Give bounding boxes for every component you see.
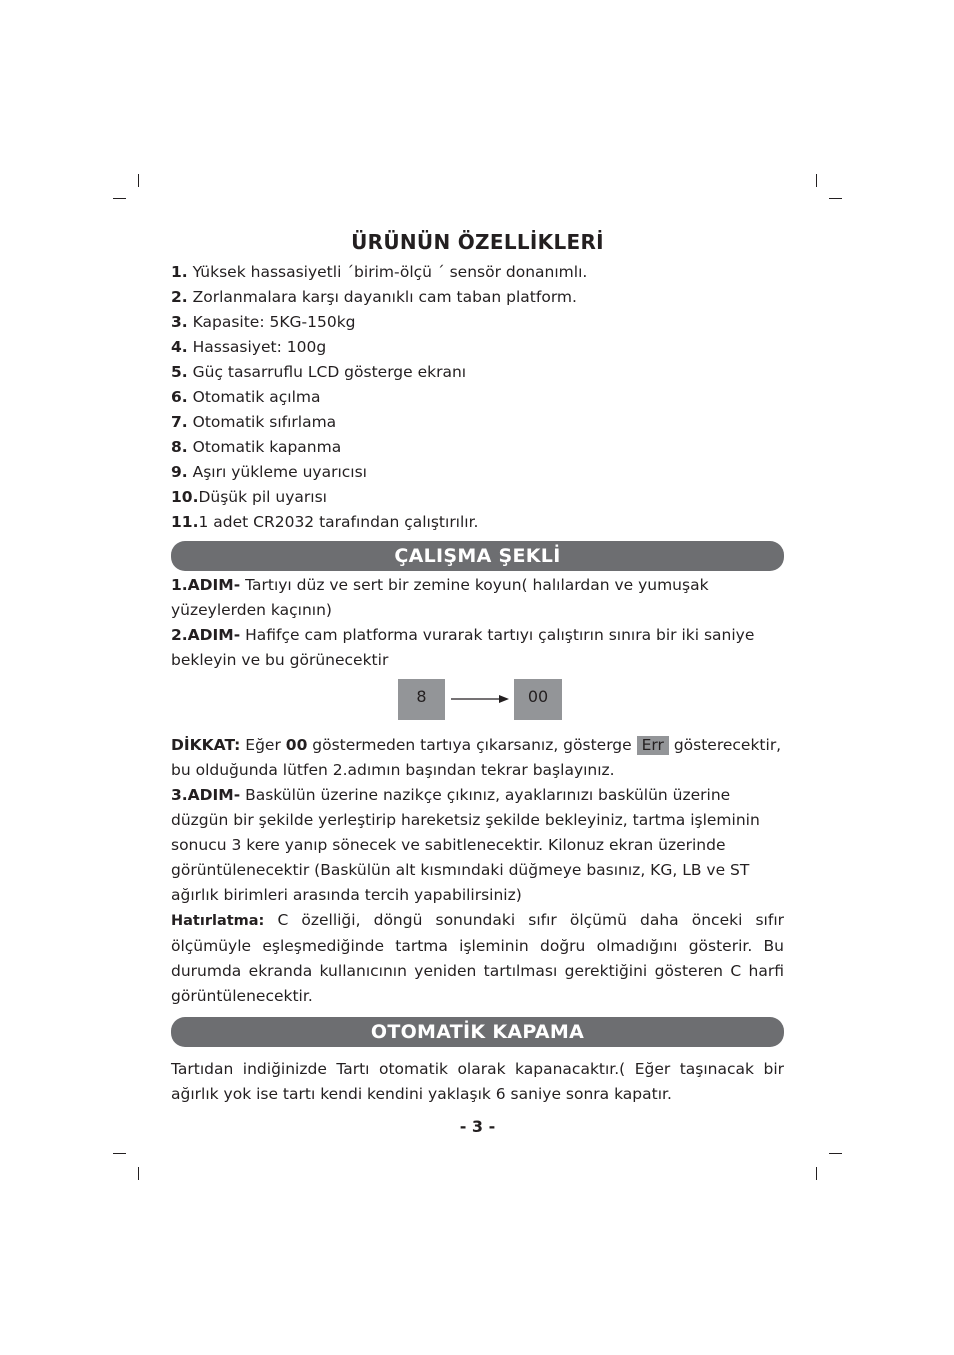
list-item: 5. Güç tasarruflu LCD gösterge ekranı xyxy=(171,363,467,381)
step2-label: 2.ADIM- xyxy=(171,626,241,644)
step1-label: 1.ADIM- xyxy=(171,576,241,594)
warning-paragraph: DİKKAT: Eğer 00 göstermeden tartıya çıkarsanız, gösterge Err gösterecektir, bu olduğunda lütfen 2.adımın başından tekrar başlayınız. xyxy=(171,736,782,779)
crop-mark-bottom-left-h xyxy=(113,1153,126,1154)
list-item: 8. Otomatik kapanma xyxy=(171,438,342,456)
crop-mark-bottom-right-h xyxy=(829,1153,842,1154)
list-item: 1. Yüksek hassasiyetli ´birim-ölçü ´ sensör donanımlı. xyxy=(171,263,588,281)
list-item: 10.Düşük pil uyarısı xyxy=(171,488,327,506)
step1-paragraph: 1.ADIM- Tartıyı düz ve sert bir zemine koyun( halılardan ve yumuşak yüzeylerden kaçının) xyxy=(171,576,709,619)
auto-off-banner: OTOMATİK KAPAMA xyxy=(171,1017,784,1047)
page-number: - 3 - xyxy=(459,1117,496,1136)
step2-paragraph: 2.ADIM- Hafifçe cam platforma vurarak tartıyı çalıştırın sınıra bir iki saniye bekleyin ve bu görünecektir xyxy=(171,626,755,669)
list-item: 2. Zorlanmalara karşı dayanıklı cam taban platform. xyxy=(171,288,577,306)
list-item: 4. Hassasiyet: 100g xyxy=(171,338,327,356)
step3-paragraph: 3.ADIM- Baskülün üzerine nazikçe çıkınız, ayaklarınızı baskülün üzerine düzgün bir şekilde yerleştirip hareketsiz şekilde bekleyiniz, tartma işleminin sonucu 3 kere yanıp sönecek ve sabitlenecektir. Kilonuz ekran üzerinde görüntülenecektir (Baskülün alt kısmındaki düğmeye basınız, KG, LB ve ST ağırlık birimleri arasında tercih yapabilirsiniz) xyxy=(171,786,760,904)
list-item: 11.1 adet CR2032 tarafından çalıştırılır. xyxy=(171,513,479,531)
warning-label: DİKKAT: xyxy=(171,736,241,754)
list-item: 3. Kapasite: 5KG-150kg xyxy=(171,313,356,331)
crop-mark-bottom-right-v xyxy=(816,1167,817,1180)
operation-banner: ÇALIŞMA ŞEKLİ xyxy=(171,541,784,571)
crop-mark-top-right-h xyxy=(829,198,842,199)
reminder-paragraph: Hatırlatma: C özelliği, döngü sonundaki sıfır ölçümü daha önceki sıfır ölçümüyle eşleşmediğinde tartma işleminin doğru olmadığını gösterir. Bu durumda ekranda kullanıcının yeniden tartılması gerektiğini gösteren C harfi görüntülenecektir. xyxy=(171,911,784,1005)
crop-mark-bottom-left-v xyxy=(138,1167,139,1180)
reminder-label: Hatırlatma: xyxy=(171,913,265,929)
display-box-first: 8 xyxy=(398,679,445,720)
list-item: 6. Otomatik açılma xyxy=(171,388,321,406)
auto-off-paragraph: Tartıdan indiğinizde Tartı otomatik olarak kapanacaktır.( Eğer taşınacak bir ağırlık yok ise tartı kendi kendini yaklaşık 6 saniye sonra kapatır. xyxy=(171,1060,784,1103)
list-item: 9. Aşırı yükleme uyarıcısı xyxy=(171,463,367,481)
display-diagram xyxy=(171,679,784,729)
err-display-box: Err xyxy=(637,736,669,755)
display-box-second: 00 xyxy=(514,679,562,720)
step3-label: 3.ADIM- xyxy=(171,786,241,804)
features-title: ÜRÜNÜN ÖZELLİKLERİ xyxy=(351,230,604,254)
crop-mark-top-left-v xyxy=(138,174,139,187)
arrow-right-icon xyxy=(451,693,511,705)
page-content xyxy=(171,228,784,1136)
crop-mark-top-right-v xyxy=(816,174,817,187)
crop-mark-top-left-h xyxy=(113,198,126,199)
features-list xyxy=(171,260,784,535)
list-item: 7. Otomatik sıfırlama xyxy=(171,413,337,431)
